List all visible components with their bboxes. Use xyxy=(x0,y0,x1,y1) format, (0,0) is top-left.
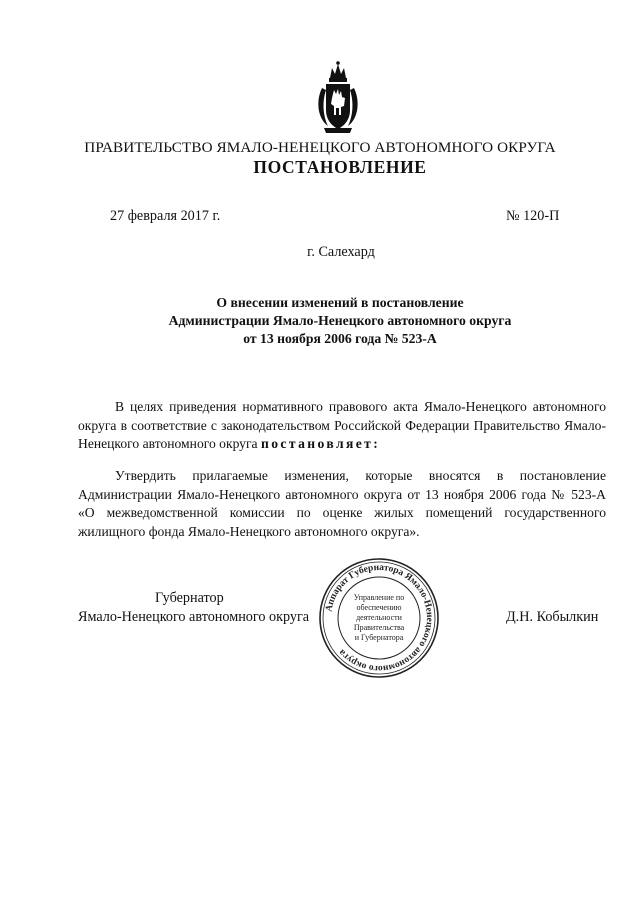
seal-center-line: и Губернатора xyxy=(354,633,404,642)
document-type: ПОСТАНОВЛЕНИЕ xyxy=(253,157,427,177)
title-line: от 13 ноября 2006 года № 523-А xyxy=(243,331,437,346)
resolves-word: постановляет: xyxy=(261,436,381,451)
seal-center-line: Управление по xyxy=(353,593,405,602)
seal-center-line: деятельности xyxy=(356,613,402,622)
title-line: О внесении изменений в постановление xyxy=(216,295,464,310)
government-heading: ПРАВИТЕЛЬСТВО ЯМАЛО-НЕНЕЦКОГО АВТОНОМНОГО ОКРУГА xyxy=(84,139,556,156)
preamble-paragraph xyxy=(78,398,606,454)
coat-of-arms-icon xyxy=(314,60,362,136)
document-title xyxy=(0,294,640,348)
signatory-name: Д.Н. Кобылкин xyxy=(506,609,599,625)
issue-city: г. Салехард xyxy=(307,244,375,260)
document-number: № 120-П xyxy=(506,208,560,224)
signatory-role: Губернатор xyxy=(155,590,224,606)
seal-ring-text: Аппарат Губернатора Ямало-Ненецкого автономного округа xyxy=(324,562,435,674)
document-date: 27 февраля 2017 г. xyxy=(110,208,221,224)
official-seal-stamp xyxy=(318,557,440,679)
preamble-text: В целях приведения нормативного правового акта Ямало-Ненецкого автономного округа в соответствие с законодательством Российской Федерации Правительство Ямало-Ненецкого автономного округа xyxy=(78,399,606,451)
seal-center-line: Правительства xyxy=(353,623,405,632)
seal-center-line: обеспечению xyxy=(356,603,402,612)
operative-paragraph: Утвердить прилагаемые изменения, которые вносятся в постановление Администрации Ямало-Ненецкого автономного округа от 13 ноября 2006 года № 523-А «О межведомственной комиссии по оценке жилых помещений государственного жилищного фонда Ямало-Ненецкого автономного округа». xyxy=(78,468,606,539)
title-line: Администрации Ямало-Ненецкого автономного округа xyxy=(168,313,512,328)
signatory-organization: Ямало-Ненецкого автономного округа xyxy=(78,609,310,625)
